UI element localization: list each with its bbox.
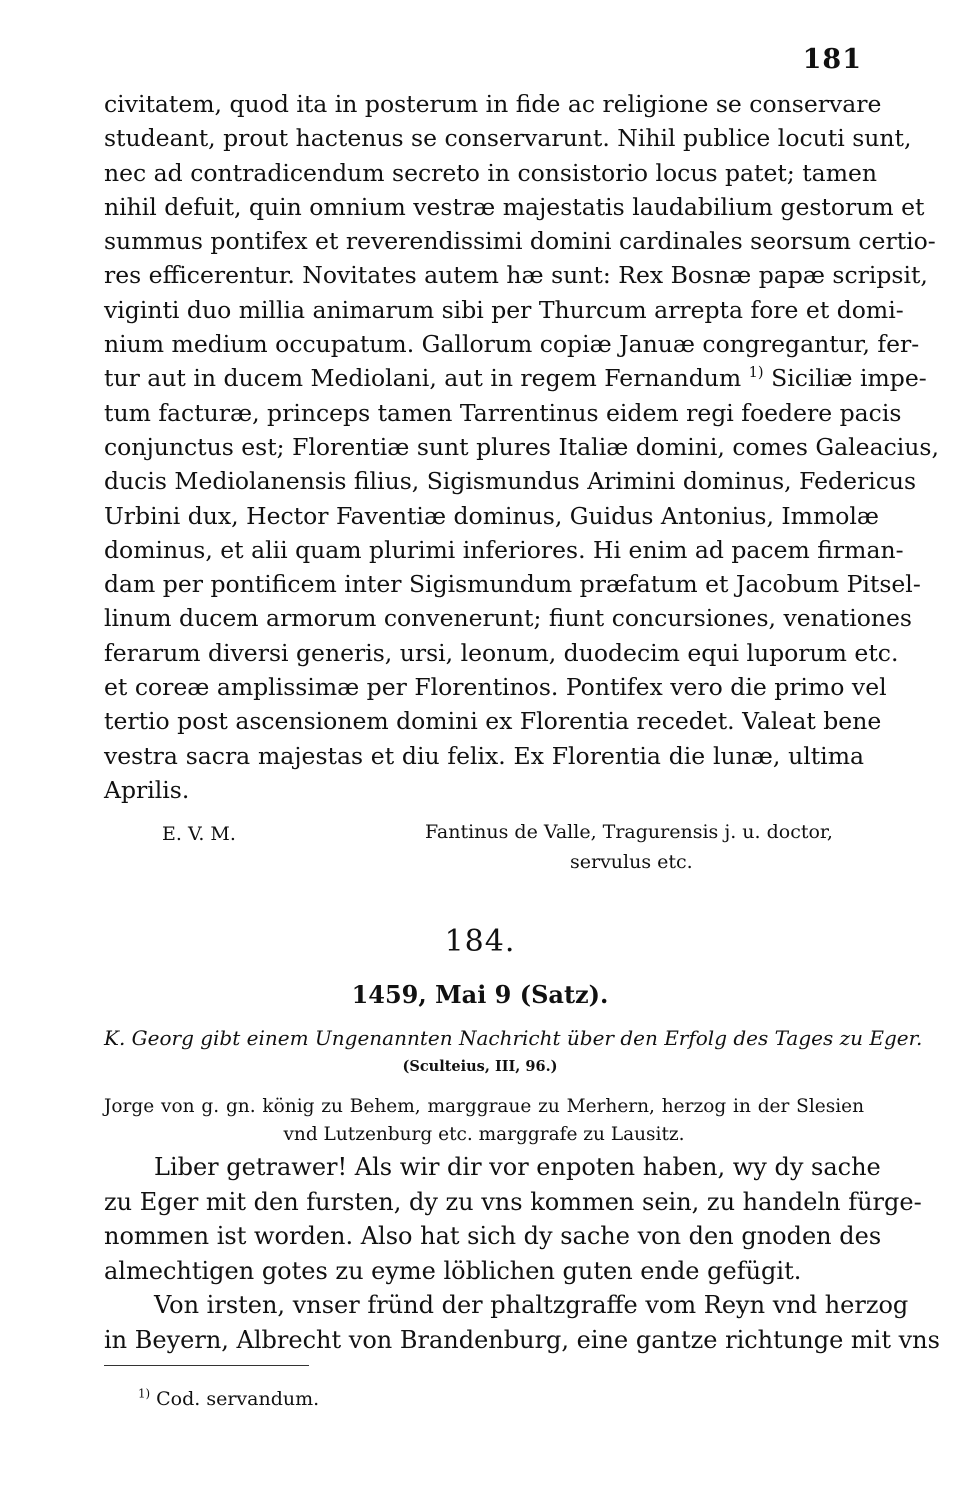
text-line: nium medium occupatum. Gallorum copiæ Januæ congregantur, fer- <box>104 330 920 359</box>
text-line-with-footnote-ref <box>104 361 927 395</box>
text-line: Urbini dux, Hector Faventiæ dominus, Guidus Antonius, Immolæ <box>104 501 879 530</box>
document-source: (Sculteius, III, 96.) <box>402 1058 558 1075</box>
text-line: res efficerentur. Novitates autem hæ sunt: Rex Bosnæ papæ scripsit, <box>104 261 928 290</box>
text-line: almechtigen gotes zu eyme löblichen guten ende gefügit. <box>104 1256 802 1285</box>
document-date: 1459, Mai 9 (Satz). <box>351 980 609 1009</box>
text-line: Aprilis. <box>104 775 190 804</box>
footnote-marker: 1) <box>138 1386 151 1401</box>
first-passage <box>104 87 939 807</box>
salutation <box>104 1093 864 1149</box>
text-line: tum facturæ, princeps tamen Tarrentinus eidem regi foedere pacis <box>104 398 902 427</box>
text-line: zu Eger mit den fursten, dy zu vns kommen sein, zu handeln fürge- <box>104 1187 922 1216</box>
letter-body <box>104 1150 940 1357</box>
text-line: dominus, et alii quam plurimi inferiores. Hi enim ad pacem firman- <box>104 535 904 564</box>
text-line: ferarum diversi generis, ursi, leonum, duodecim equi luporum etc. <box>104 638 899 667</box>
text-line: et coreæ amplissimæ per Florentinos. Pontifex vero die primo vel <box>104 673 887 702</box>
page-number: 181 <box>802 44 862 75</box>
text-line: tertio post ascensionem domini ex Florentia recedet. Valeat bene <box>104 707 882 736</box>
footnote-reference: 1) <box>748 364 764 382</box>
text-line: nec ad contradicendum secreto in consistorio locus patet; tamen <box>104 158 878 187</box>
text-line: civitatem, quod ita in posterum in fide ac religione se conservare <box>104 90 882 118</box>
document-summary: K. Georg gibt einem Ungenannten Nachricht über den Erfolg des Tages zu Eger. <box>104 1026 923 1050</box>
salutation-line: vnd Lutzenburg etc. marggrafe zu Lausitz. <box>283 1124 685 1145</box>
text-line: studeant, prout hactenus se conservarunt. Nihil publice locuti sunt, <box>104 124 912 153</box>
signature-line: servulus etc. <box>570 851 693 873</box>
footnote <box>138 1388 319 1410</box>
text-fragment: Siciliæ impe- <box>771 364 927 393</box>
text-line: Liber getrawer! Als wir dir vor enpoten haben, wy dy sache <box>154 1153 881 1181</box>
footnote-divider <box>104 1365 309 1366</box>
letter-closing <box>0 817 960 877</box>
text-line: nommen ist worden. Also hat sich dy sache von den gnoden des <box>104 1222 882 1250</box>
text-line: linum ducem armorum convenerunt; fiunt concursiones, venationes <box>104 604 912 633</box>
signature-line: Fantinus de Valle, Tragurensis j. u. doctor, <box>425 821 833 843</box>
closing-abbreviation: E. V. M. <box>162 823 236 845</box>
document-number: 184. <box>444 924 516 959</box>
text-line: nihil defuit, quin omnium vestræ majestatis laudabilium gestorum et <box>104 192 925 221</box>
text-line: summus pontifex et reverendissimi domini cardinales seorsum certio- <box>104 227 936 256</box>
text-line: in Beyern, Albrecht von Brandenburg, eine gantze richtunge mit vns <box>104 1325 940 1354</box>
text-line: vestra sacra majestas et diu felix. Ex Florentia die lunæ, ultima <box>104 741 864 770</box>
text-line: Von irsten, vnser fründ der phaltzgraffe vom Reyn vnd herzog <box>154 1291 909 1319</box>
text-line: dam per pontificem inter Sigismundum præfatum et Jacobum Pitsel- <box>104 570 921 599</box>
text-fragment: tur aut in ducem Mediolani, aut in regem Fernandum <box>104 364 742 393</box>
salutation-line: Jorge von g. gn. könig zu Behem, marggraue zu Merhern, herzog in der Slesien <box>104 1096 864 1117</box>
text-line: ducis Mediolanensis filius, Sigismundus Arimini dominus, Federicus <box>104 467 917 496</box>
text-line: viginti duo millia animarum sibi per Thurcum arrepta fore et domi- <box>104 295 904 324</box>
text-line: conjunctus est; Florentiæ sunt plures Italiæ domini, comes Galeacius, <box>104 432 939 461</box>
footnote-text: Cod. servandum. <box>156 1388 320 1410</box>
